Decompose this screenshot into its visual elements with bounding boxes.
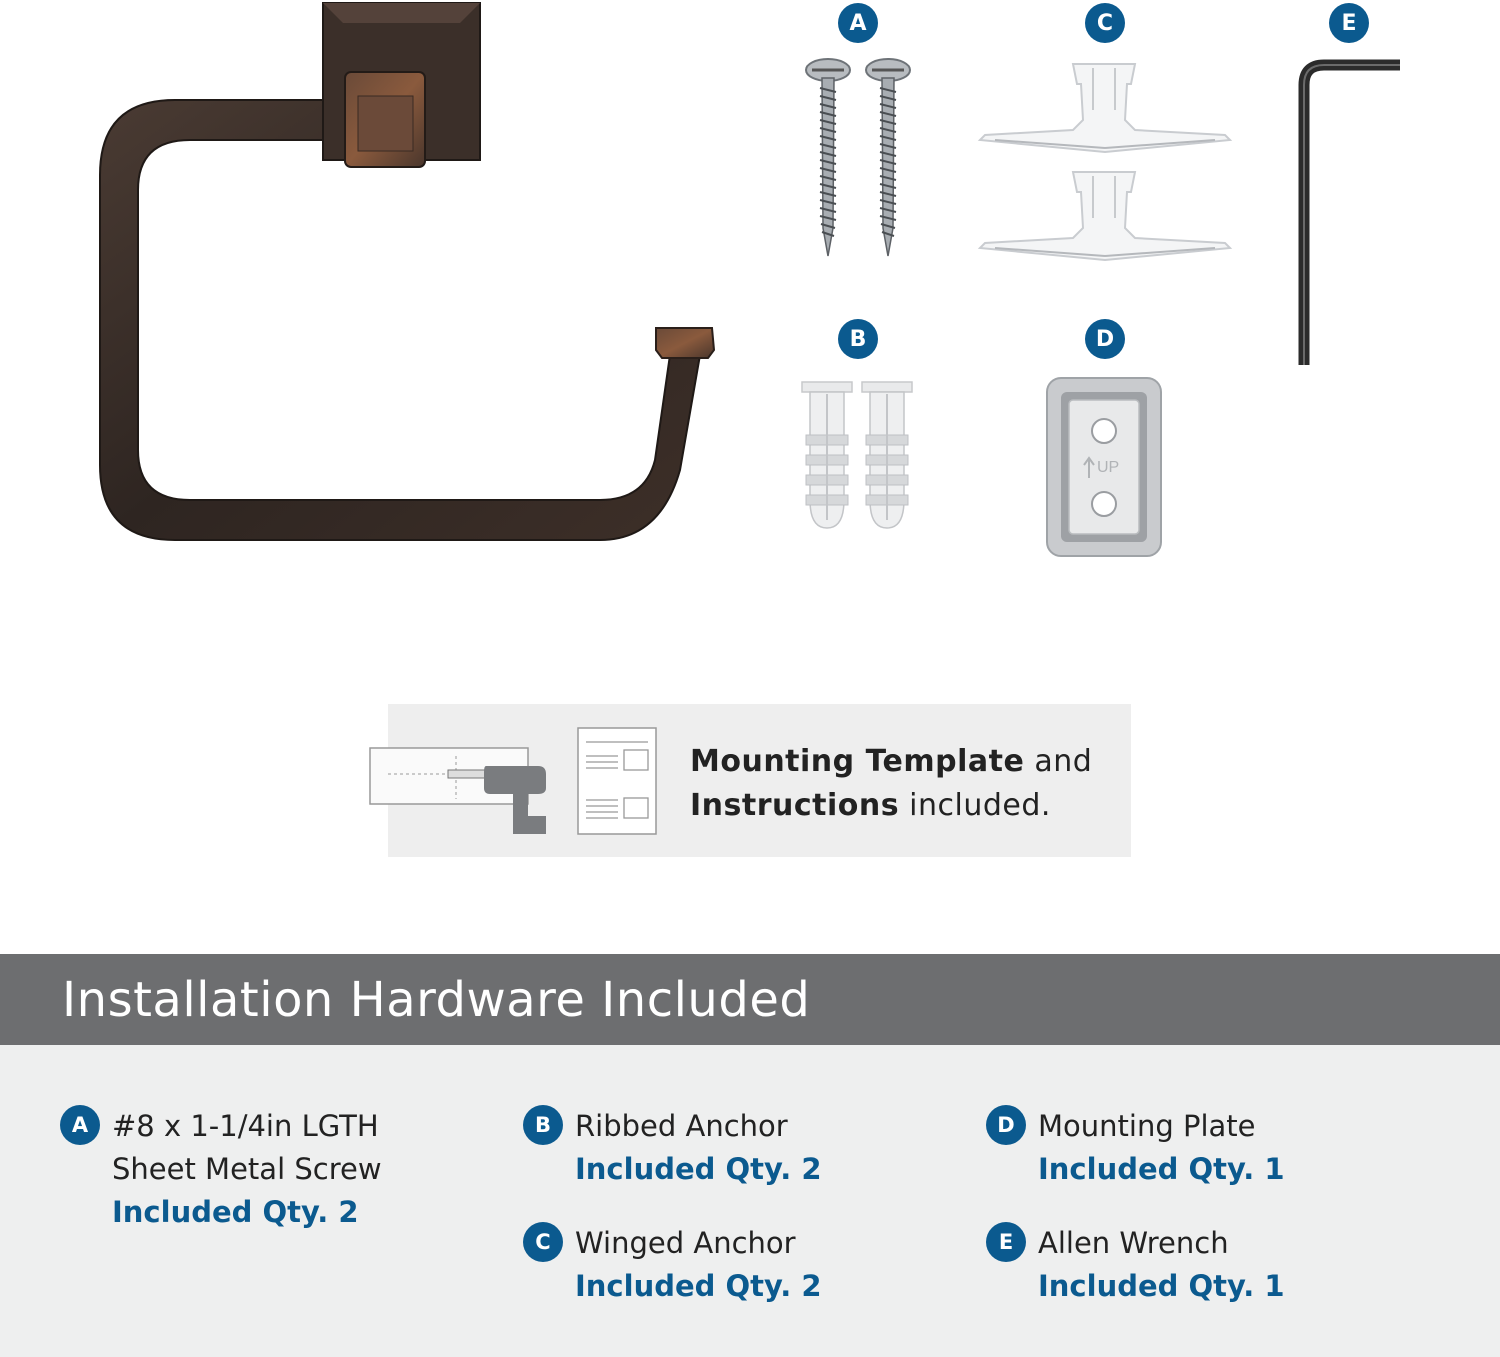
mounting-template-note: [388, 704, 1131, 857]
hardware-name-c: Winged Anchor: [575, 1226, 796, 1260]
hardware-qty-e: Included Qty. 1: [1038, 1269, 1285, 1303]
hardware-qty-c: Included Qty. 2: [575, 1269, 822, 1303]
sheet-metal-screws-image: [800, 58, 920, 263]
part-label-b: B: [838, 319, 878, 359]
hardware-qty-a: Included Qty. 2: [112, 1195, 359, 1229]
hardware-qty-d: Included Qty. 1: [1038, 1152, 1285, 1186]
winged-anchors-image: [975, 60, 1235, 265]
template-note-text-1: and: [1024, 744, 1093, 779]
template-note-bold-2: Instructions: [690, 788, 900, 823]
drill-template-icon: [368, 744, 553, 839]
hardware-name-a-line-2: Sheet Metal Screw: [112, 1152, 382, 1186]
hardware-list: [0, 1045, 1500, 1357]
part-label-d: D: [1085, 319, 1125, 359]
instructions-document-icon: [576, 726, 658, 836]
hardware-item-a: [71, 1105, 382, 1234]
part-label-c: C: [1085, 3, 1125, 43]
part-label-a: A: [838, 3, 878, 43]
towel-ring-image: [80, 0, 740, 560]
hardware-badge-b: B: [523, 1105, 563, 1145]
up-marking: UP: [1097, 459, 1120, 476]
hardware-badge-a: A: [60, 1105, 100, 1145]
ribbed-anchors-image: [800, 380, 920, 535]
hardware-item-c: [535, 1222, 822, 1308]
part-label-e: E: [1329, 3, 1369, 43]
hardware-item-d: [997, 1105, 1285, 1191]
template-note-text-2: included.: [899, 788, 1051, 823]
hardware-name-d: Mounting Plate: [1038, 1109, 1256, 1143]
template-note-bold-1: Mounting Template: [690, 744, 1025, 779]
hardware-item-b: [534, 1105, 822, 1191]
mounting-plate-image: [1045, 376, 1165, 561]
hardware-name-e: Allen Wrench: [1038, 1226, 1229, 1260]
section-banner: [0, 954, 1500, 1045]
hardware-item-e: [998, 1222, 1285, 1308]
allen-wrench-image: [1290, 55, 1410, 375]
hardware-qty-b: Included Qty. 2: [575, 1152, 822, 1186]
hardware-badge-d: D: [986, 1105, 1026, 1145]
section-title: Installation Hardware Included: [62, 972, 811, 1028]
hardware-name-a-line-1: #8 x 1-1/4in LGTH: [112, 1109, 379, 1143]
template-note-text: [690, 740, 1092, 828]
hardware-badge-c: C: [523, 1222, 563, 1262]
hardware-name-b: Ribbed Anchor: [575, 1109, 788, 1143]
hardware-badge-e: E: [986, 1222, 1026, 1262]
